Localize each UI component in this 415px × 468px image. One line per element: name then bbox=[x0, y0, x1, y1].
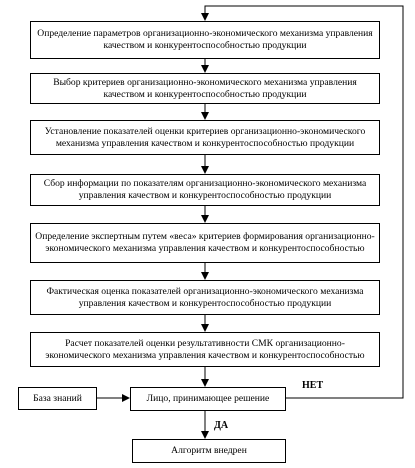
step-1-define-parameters: Определение параметров организационно-экономического механизма управления качеством и конкурентоспособностью продукции bbox=[30, 21, 380, 59]
step-3-set-indicators: Установление показателей оценки критериев организационно-экономического механизма управления качеством и конкурентоспособностью продукции bbox=[30, 120, 380, 155]
step-5-expert-weights: Определение экспертным путем «веса» критериев формирования организационно-экономического механизма управления качеством и конкурентоспособностью bbox=[30, 223, 380, 263]
step-2-select-criteria: Выбор критериев организационно-экономического механизма управления качеством и конкурентоспособностью продукции bbox=[30, 73, 380, 104]
step-4-collect-information: Сбор информации по показателям организационно-экономического механизма управления качеством и конкурентоспособностью продукции bbox=[30, 174, 380, 206]
algorithm-implemented: Алгоритм внедрен bbox=[132, 439, 286, 463]
step-7-effectiveness-calculation: Расчет показателей оценки результативности СМК организационно-экономического механизма управления качеством и конкурентоспособностью bbox=[30, 332, 380, 367]
knowledge-base: База знаний bbox=[18, 387, 97, 410]
step-6-actual-assessment: Фактическая оценка показателей организационно-экономического механизма управления качеством и конкурентоспособностью продукции bbox=[30, 280, 380, 315]
label-no: НЕТ bbox=[302, 380, 324, 391]
label-yes: ДА bbox=[214, 420, 229, 431]
decision-maker: Лицо, принимающее решение bbox=[130, 387, 286, 411]
